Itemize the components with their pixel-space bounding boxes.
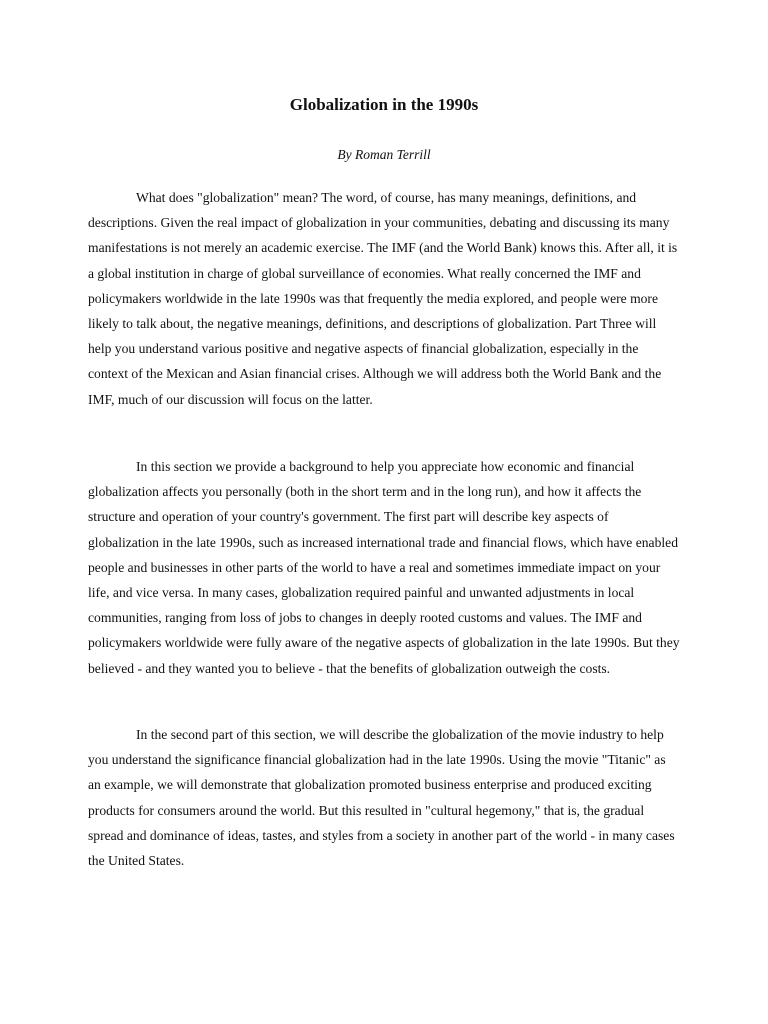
document-title: Globalization in the 1990s xyxy=(289,95,479,114)
author-byline: By Roman Terrill xyxy=(337,147,431,162)
paragraph-2: In this section we provide a background to help you appreciate how economic and financial globalization affects you personally (both in the short term and in the long run), and how it affects the structure and operation of your country's government. The first part will describe key aspects of globalization in the late 1990s, such as increased international trade and financial flows, which have enabled people and businesses in other parts of the world to have a real and sometimes immediate impact on your life, and vice versa. In many cases, globalization required painful and unwanted adjustments in local communities, ranging from loss of jobs to changes in deeply rooted customs and values. The IMF and policymakers worldwide were fully aware of the negative aspects of globalization in the late 1990s. But they believed - and they wanted you to believe - that the benefits of globalization outweigh the costs. xyxy=(88,459,680,676)
paragraph-1: What does "globalization" mean? The word, of course, has many meanings, definitions, and descriptions. Given the real impact of globalization in your communities, debating and discussing its many manifestations is not merely an academic exercise. The IMF (and the World Bank) knows this. After all, it is a global institution in charge of global surveillance of economies. What really concerned the IMF and policymakers worldwide in the late 1990s was that frequently the media explored, and people were more likely to talk about, the negative meanings, definitions, and descriptions of globalization. Part Three will help you understand various positive and negative aspects of financial globalization, especially in the context of the Mexican and Asian financial crises. Although we will address both the World Bank and the IMF, much of our discussion will focus on the latter. xyxy=(88,190,678,407)
paragraph-3: In the second part of this section, we will describe the globalization of the movie industry to help you understand the significance financial globalization had in the late 1990s. Using the movie "Titanic" as an example, we will demonstrate that globalization promoted business enterprise and produced exciting products for consumers around the world. But this resulted in "cultural hegemony," that is, the gradual spread and dominance of ideas, tastes, and styles from a society in another part of the world - in many cases the United States. xyxy=(88,727,675,869)
